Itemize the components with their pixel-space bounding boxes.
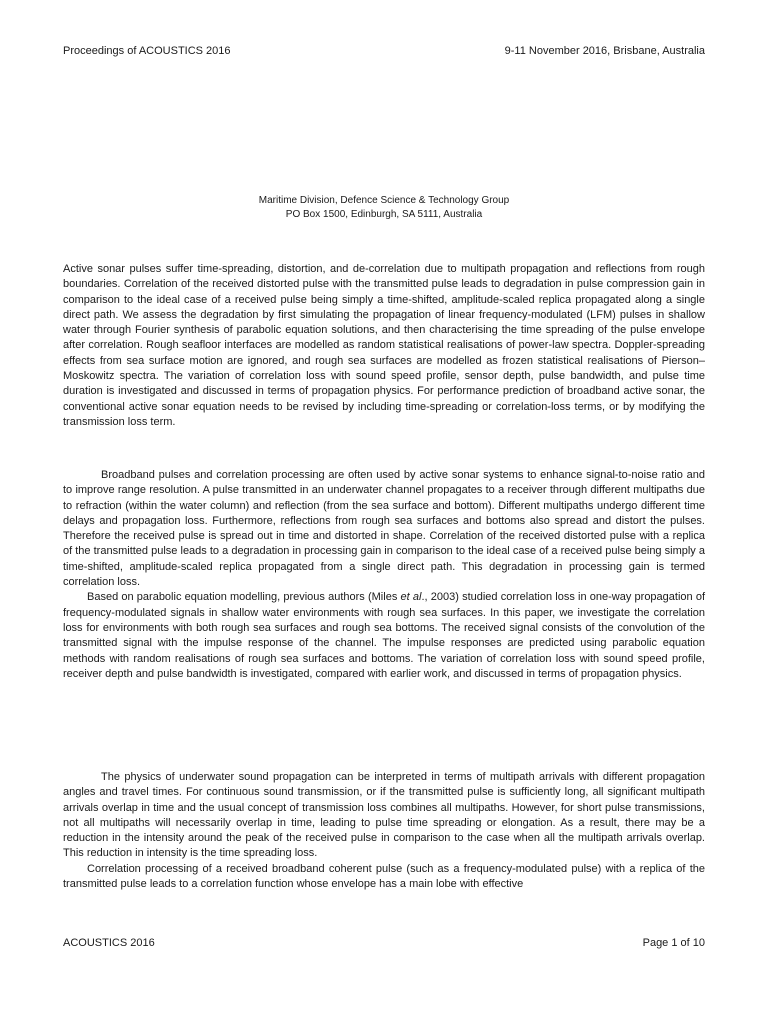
intro-p2-text-a: Based on parabolic equation modelling, previous authors (Miles	[87, 591, 401, 604]
affiliation-line-1: Maritime Division, Defence Science & Technology Group	[258, 195, 510, 206]
running-footer	[63, 936, 705, 950]
introduction-section	[63, 468, 705, 682]
header-date-location: 9-11 November 2016, Brisbane, Australia	[504, 45, 705, 57]
section2-paragraph-2: Correlation processing of a received broadband coherent pulse (such as a frequency-modulated pulse) with a replica of the transmitted pulse leads to a correlation function whose envelope has a main lobe with effective	[63, 862, 705, 891]
propagation-physics-section	[63, 770, 705, 892]
section2-paragraph-1: The physics of underwater sound propagation can be interpreted in terms of multipath arrivals with different propagation angles and travel times. For continuous sound transmission, or if the transmitted pulse is sufficiently long, all significant multipath arrivals overlap in time and the usual concept of transmission loss combines all multipaths. However, for short pulse transmissions, not all multipaths will necessarily overlap in time, leading to pulse time spreading or elongation. As a result, there may be a reduction in the intensity around the peak of the received pulse in comparison to the case when all the multipath arrivals overlap. This reduction in intensity is the time spreading loss.	[63, 771, 705, 860]
intro-paragraph-2	[63, 590, 705, 682]
citation-et-al: et al	[400, 591, 422, 604]
intro-paragraph-1: Broadband pulses and correlation processing are often used by active sonar systems to enhance signal-to-noise ratio and to improve range resolution. A pulse transmitted in an underwater channel propagates to a receiver through different multipaths due to refraction (within the water column) and reflection (from the sea surface and bottom). Different multipaths undergo different time delays and propagation loss. Furthermore, reflections from rough sea surfaces and bottoms also spread and distort the pulses. Therefore the received pulse is spread out in time and distorted in shape. Correlation of the received distorted pulse with a replica of the transmitted pulse leads to a degradation in processing gain in comparison to the ideal case of a received pulse being simply a time-shifted, amplitude-scaled replica propagated from a single direct path. This degradation in processing gain is termed correlation loss.	[63, 469, 705, 589]
page-number: Page 1 of 10	[642, 937, 705, 949]
affiliation-line-2: PO Box 1500, Edinburgh, SA 5111, Australia	[285, 209, 483, 220]
running-header	[63, 44, 705, 58]
intro-p2-text-b: ., 2003) studied correlation loss in one-way propagation of frequency-modulated signals in shallow water environments with rough sea surfaces. In this paper, we investigate the correlation loss for environments with both rough sea surfaces and rough sea bottoms. The received signal consists of the convolution of the transmitted signal with the impulse response of the channel. The impulse responses are predicted using parabolic equation methods with random realisations of rough sea surfaces and bottoms. The variation of correlation loss with sound speed profile, receiver depth and pulse bandwidth is investigated, compared with earlier work, and discussed in terms of propagation physics.	[63, 591, 706, 680]
footer-conference: ACOUSTICS 2016	[63, 937, 155, 949]
author-affiliation	[63, 194, 705, 222]
abstract-paragraph: Active sonar pulses suffer time-spreading, distortion, and de-correlation due to multipath propagation and reflections from rough boundaries. Correlation of the received distorted pulse with the transmitted pulse leads to degradation in pulse compression gain in comparison to the ideal case of a received pulse being simply a time-shifted, amplitude-scaled replica propagated along a single direct path. We assess the degradation by first simulating the propagation of linear frequency-modulated (LFM) pulses in shallow water through Fourier synthesis of parabolic equation solutions, and then characterising the time spreading of the pulse envelope after correlation. Rough seafloor interfaces are modelled as random statistical realisations of power-law spectra. Doppler-spreading effects from sea surface motion are ignored, and rough sea surfaces are modelled as frozen statistical realisations of Pierson–Moskowitz spectra. The variation of correlation loss with sound speed profile, sensor depth, pulse bandwidth, and pulse time duration is investigated and discussed in terms of propagation physics. For performance prediction of broadband active sonar, the conventional active sonar equation needs to be revised by including time-spreading or correlation-loss terms, or by modifying the transmission loss term.	[63, 263, 705, 428]
abstract	[63, 262, 705, 430]
header-conference: Proceedings of ACOUSTICS 2016	[63, 45, 231, 57]
